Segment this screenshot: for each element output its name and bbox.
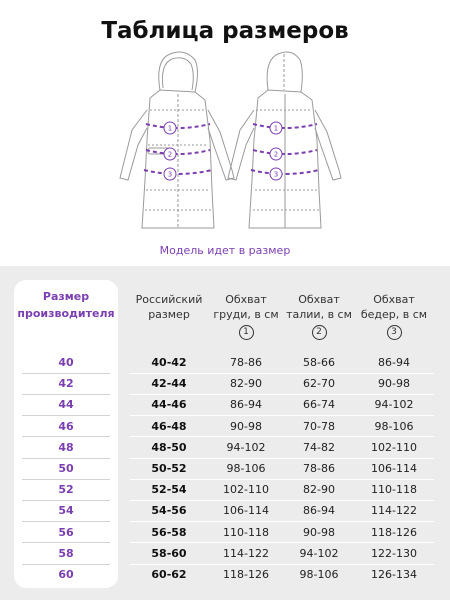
- hip-cell: 102-110: [371, 440, 417, 454]
- maker-size-cell: 54: [58, 504, 74, 518]
- marker-1-back: 1: [273, 124, 279, 133]
- maker-size-cell: 44: [58, 398, 74, 412]
- waist-cell: 70-78: [303, 419, 335, 433]
- russian-size-cell: 48-50: [151, 440, 187, 454]
- header-chest: Обхват груди, в см 1: [208, 292, 284, 340]
- header-russian-size: Российский размер: [135, 293, 203, 321]
- russian-size-cell: 54-56: [151, 504, 187, 518]
- maker-size-cell: 46: [58, 419, 74, 433]
- waist-cell: 82-90: [303, 483, 335, 497]
- waist-cell: 90-98: [303, 525, 335, 539]
- hip-cell: 106-114: [371, 462, 417, 475]
- chest-cell: 82-90: [230, 377, 262, 391]
- russian-size-cell: 58-60: [151, 546, 187, 560]
- table-row: [0, 437, 450, 458]
- table-row: [0, 416, 450, 437]
- waist-cell: 94-102: [299, 546, 339, 560]
- chest-cell: 94-102: [226, 440, 266, 454]
- waist-cell: 86-94: [303, 504, 335, 518]
- russian-size-cell: 40-42: [151, 356, 187, 369]
- header-waist: Обхват талии, в см 2: [284, 292, 354, 340]
- maker-size-cell: 60: [58, 568, 74, 581]
- chest-cell: 106-114: [223, 504, 269, 518]
- chest-cell: 86-94: [230, 398, 262, 412]
- coat-illustration: [0, 50, 450, 250]
- chest-cell: 78-86: [230, 356, 262, 369]
- hip-cell: 118-126: [371, 525, 417, 539]
- table-row: [0, 352, 450, 373]
- hip-cell: 110-118: [371, 483, 417, 497]
- marker-1-icon: 1: [239, 325, 254, 340]
- maker-size-cell: 42: [58, 377, 74, 391]
- table-row: [0, 394, 450, 415]
- maker-size-cell: 40: [58, 356, 74, 369]
- chest-cell: 110-118: [223, 525, 269, 539]
- marker-3-front: 3: [167, 170, 173, 179]
- table-row: [0, 479, 450, 500]
- table-row: [0, 543, 450, 564]
- hip-cell: 126-134: [371, 568, 417, 581]
- maker-size-cell: 48: [58, 440, 74, 454]
- table-row: [0, 500, 450, 521]
- marker-3-back: 3: [273, 170, 279, 179]
- marker-1-front: 1: [167, 124, 173, 133]
- table-row: [0, 564, 450, 585]
- russian-size-cell: 44-46: [151, 398, 187, 412]
- waist-cell: 58-66: [303, 356, 335, 369]
- marker-2-front: 2: [167, 150, 173, 159]
- page-title: Таблица размеров: [101, 18, 349, 44]
- maker-size-cell: 58: [58, 546, 74, 560]
- header-hip: Обхват бедер, в см 3: [354, 292, 434, 340]
- russian-size-cell: 60-62: [151, 568, 187, 581]
- hip-cell: 90-98: [378, 377, 410, 391]
- russian-size-cell: 50-52: [151, 462, 187, 475]
- marker-3-icon: 3: [387, 325, 402, 340]
- russian-size-cell: 42-44: [151, 377, 187, 391]
- maker-size-cell: 52: [58, 483, 74, 497]
- hip-cell: 114-122: [371, 504, 417, 518]
- chest-cell: 90-98: [230, 419, 262, 433]
- table-row: [0, 458, 450, 479]
- chest-cell: 118-126: [223, 568, 269, 581]
- russian-size-cell: 56-58: [151, 525, 187, 539]
- russian-size-cell: 46-48: [151, 419, 187, 433]
- maker-size-cell: 50: [58, 462, 74, 475]
- maker-size-cell: 56: [58, 525, 74, 539]
- chest-cell: 114-122: [223, 546, 269, 560]
- table-row: [0, 522, 450, 543]
- waist-cell: 78-86: [303, 462, 335, 475]
- hip-cell: 98-106: [374, 419, 414, 433]
- chest-cell: 98-106: [226, 462, 266, 475]
- maker-size-header: Размер производителя: [17, 290, 115, 320]
- back-coat-drawing: [228, 52, 341, 228]
- waist-cell: 98-106: [299, 568, 339, 581]
- marker-2-icon: 2: [312, 325, 327, 340]
- waist-cell: 62-70: [303, 377, 335, 391]
- russian-size-cell: 52-54: [151, 483, 187, 497]
- front-coat-drawing: [120, 52, 234, 228]
- waist-cell: 74-82: [303, 440, 335, 454]
- waist-cell: 66-74: [303, 398, 335, 412]
- hip-cell: 94-102: [374, 398, 414, 412]
- model-size-note: Модель идет в размер: [159, 244, 291, 257]
- hip-cell: 86-94: [378, 356, 410, 369]
- chest-cell: 102-110: [223, 483, 269, 497]
- marker-2-back: 2: [273, 150, 279, 159]
- hip-cell: 122-130: [371, 546, 417, 560]
- table-row: [0, 373, 450, 394]
